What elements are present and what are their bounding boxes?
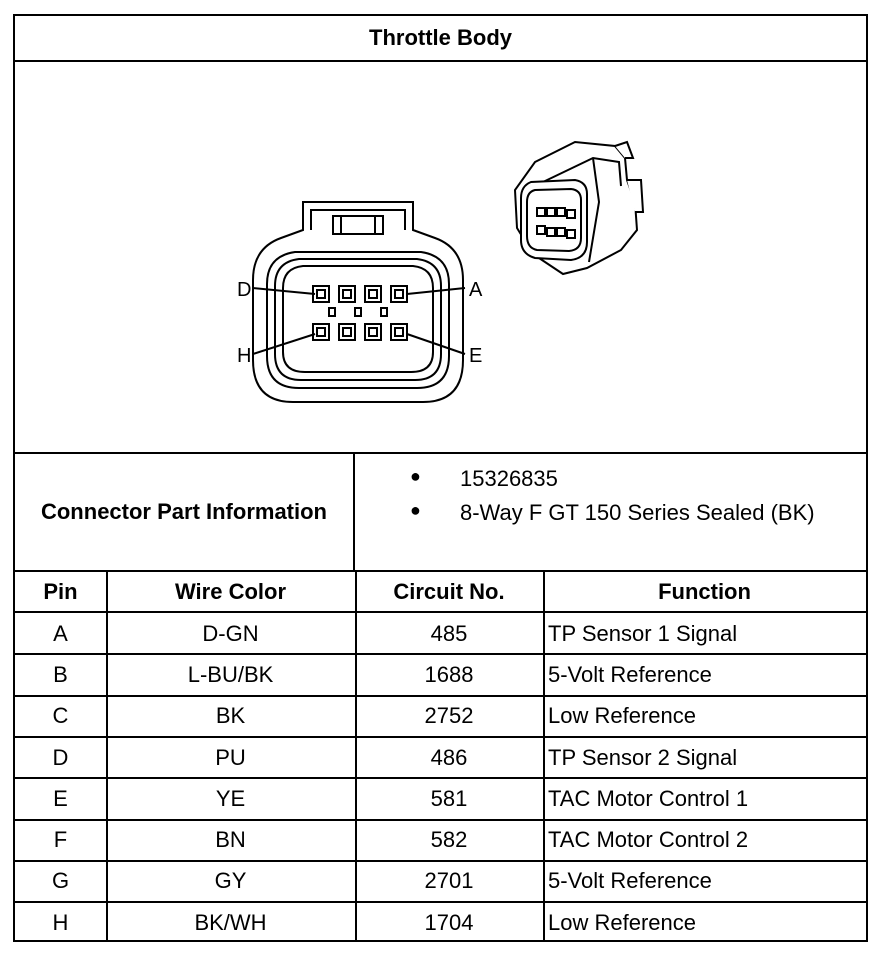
table-cell-wire-color: L-BU/BK xyxy=(187,661,274,687)
table-cell-function: 5-Volt Reference xyxy=(548,661,712,687)
table-cell-circuit-no: 581 xyxy=(430,785,468,811)
table-cell-function: Low Reference xyxy=(548,703,696,729)
sheet-title: Throttle Body xyxy=(369,25,512,50)
table-cell-wire-color: YE xyxy=(215,785,246,811)
connector-illustration xyxy=(15,62,866,452)
table-cell-circuit-no: 1688 xyxy=(424,661,474,687)
pin-callout-a: A xyxy=(469,279,483,301)
table-cell-function: Low Reference xyxy=(548,909,696,935)
table-cell-function: TP Sensor 2 Signal xyxy=(548,744,738,770)
table-cell-function: TAC Motor Control 2 xyxy=(548,827,749,853)
part-number: 15326835 xyxy=(460,466,558,491)
table-cell-wire-color: BK xyxy=(215,703,246,729)
table-cell-circuit-no: 1704 xyxy=(424,909,474,935)
divider xyxy=(106,572,108,940)
pin-callout-e: E xyxy=(469,345,483,367)
table-cell-pin: C xyxy=(52,703,69,729)
column-header-wire-color: Wire Color xyxy=(174,578,287,604)
table-cell-pin: D xyxy=(52,744,69,770)
table-cell-wire-color: PU xyxy=(215,744,246,770)
connector-3d-icon xyxy=(515,142,643,274)
column-header-function: Function xyxy=(658,578,751,604)
table-cell-pin: A xyxy=(53,620,68,646)
table-cell-function: 5-Volt Reference xyxy=(548,868,712,894)
table-cell-circuit-no: 486 xyxy=(430,744,468,770)
column-header-pin: Pin xyxy=(43,578,78,604)
connector-info-sheet xyxy=(13,14,868,942)
table-cell-wire-color: BK/WH xyxy=(194,909,267,935)
divider xyxy=(355,572,357,940)
table-cell-circuit-no: 485 xyxy=(430,620,468,646)
table-cell-wire-color: BN xyxy=(215,827,246,853)
table-cell-pin: H xyxy=(52,909,69,935)
table-cell-circuit-no: 2752 xyxy=(424,703,474,729)
table-cell-function: TP Sensor 1 Signal xyxy=(548,620,738,646)
table-cell-pin: F xyxy=(53,827,68,853)
table-cell-circuit-no: 2701 xyxy=(424,868,474,894)
table-cell-function: TAC Motor Control 1 xyxy=(548,785,749,811)
connector-description: 8-Way F GT 150 Series Sealed (BK) xyxy=(460,500,815,525)
pin-callout-h: H xyxy=(237,345,252,367)
connector-face-icon xyxy=(253,202,465,402)
table-cell-wire-color: D-GN xyxy=(202,620,259,646)
part-info-list: ● 15326835 ● 8-Way F GT 150 Series Sealed (BK) xyxy=(410,466,815,525)
table-cell-pin: B xyxy=(53,661,68,687)
table-cell-pin: G xyxy=(51,868,70,894)
pin-callout-d: D xyxy=(237,279,252,301)
table-cell-circuit-no: 582 xyxy=(430,827,468,853)
column-header-circuit-no: Circuit No. xyxy=(393,578,505,604)
table-cell-pin: E xyxy=(53,785,68,811)
table-cell-wire-color: GY xyxy=(214,868,247,894)
part-info-label: Connector Part Information xyxy=(40,499,327,524)
divider xyxy=(543,572,545,940)
